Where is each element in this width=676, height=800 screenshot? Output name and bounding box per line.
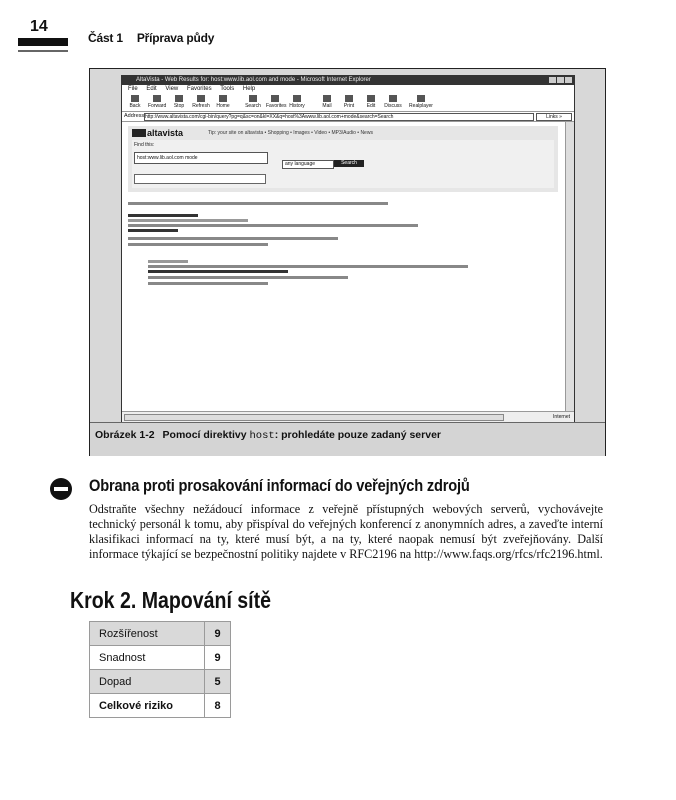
- menu-favorites: Favorites: [186, 86, 212, 92]
- breadcrumb-line: [128, 202, 388, 205]
- toolbar-discuss: [384, 95, 402, 109]
- chapter-label: Část 1: [88, 31, 123, 45]
- result-text-line: [128, 243, 268, 246]
- result-text-line: [128, 229, 178, 232]
- toolbar-mail: [318, 95, 336, 109]
- caption-text: Pomocí direktivy: [162, 429, 247, 441]
- table-row: [90, 670, 231, 694]
- realplayer-icon: [417, 95, 425, 102]
- result-count-line: [128, 214, 198, 217]
- refresh-icon: [197, 95, 205, 102]
- maximize-icon: [557, 77, 564, 83]
- toolbar-realplayer: [408, 95, 434, 109]
- risk-value: 9: [205, 622, 231, 646]
- links-button: Links »: [536, 113, 572, 121]
- toolbar-label: History: [289, 103, 305, 109]
- result-url-line: [148, 276, 348, 279]
- minimize-icon: [549, 77, 556, 83]
- countermeasure-icon: [50, 478, 72, 500]
- altavista-logo-text: altavista: [147, 128, 184, 138]
- edit-icon: [367, 95, 375, 102]
- menu-edit: Edit: [146, 86, 157, 92]
- toolbar-label: Stop: [173, 103, 185, 109]
- toolbar-edit: [362, 95, 380, 109]
- result-link-line: [128, 219, 248, 222]
- close-icon: [565, 77, 572, 83]
- table-row-total: [90, 694, 231, 718]
- toolbar-label: Favorites: [266, 103, 287, 109]
- menu-view: View: [165, 86, 179, 92]
- toolbar-search: [244, 95, 262, 109]
- search-icon: [249, 95, 257, 102]
- stop-icon: [175, 95, 183, 102]
- browser-addressbar: [122, 112, 574, 122]
- toolbar-label: Refresh: [192, 103, 210, 109]
- result-url-line: [128, 237, 338, 240]
- figure: [89, 68, 606, 456]
- altavista-search-box: [132, 140, 554, 188]
- history-icon: [293, 95, 301, 102]
- favorites-icon: [271, 95, 279, 102]
- back-icon: [131, 95, 139, 102]
- toolbar-history: [288, 95, 306, 109]
- caption-code: host: [249, 430, 275, 442]
- window-controls: [548, 77, 572, 85]
- risk-label: Celkové riziko: [90, 694, 205, 718]
- menu-help: Help: [242, 86, 256, 92]
- horizontal-scrollbar: [124, 414, 504, 421]
- forward-icon: [153, 95, 161, 102]
- header-rule-thin: [18, 50, 68, 52]
- note-title: Obrana proti prosakování informací do veřejných zdrojů: [89, 476, 470, 495]
- browser-titlebar: [122, 76, 574, 85]
- altavista-logo-icon: [132, 129, 146, 137]
- refine-input: [134, 174, 266, 184]
- search-button: Search: [334, 160, 364, 167]
- browser-statusbar: [122, 411, 574, 422]
- mail-icon: [323, 95, 331, 102]
- result-text-line: [148, 282, 268, 285]
- altavista-nav: Tip: your site on altavista • Shopping • Images • Video • MP3/Audio • News: [208, 130, 373, 136]
- toolbar-label: Realplayer: [409, 103, 433, 109]
- browser-menubar: [122, 85, 574, 93]
- section-heading: Krok 2. Mapování sítě: [70, 587, 271, 613]
- page-number: 14: [30, 18, 48, 35]
- risk-table: [89, 621, 231, 718]
- toolbar-label: Edit: [366, 103, 376, 109]
- address-field: http://www.altavista.com/cgi-bin/query?pg=q&sc=on&kl=XX&q=host%3Awww.lib.aol.com+mode&search=Search: [144, 113, 534, 121]
- print-icon: [345, 95, 353, 102]
- toolbar-label: Discuss: [384, 103, 402, 109]
- risk-label: Rozšířenost: [90, 622, 205, 646]
- header-rule: [18, 38, 68, 46]
- toolbar-back: [126, 95, 144, 109]
- toolbar-refresh: [192, 95, 210, 109]
- toolbar-print: [340, 95, 358, 109]
- toolbar-favorites: [266, 95, 287, 109]
- risk-label: Dopad: [90, 670, 205, 694]
- toolbar-label: Search: [245, 103, 261, 109]
- risk-label: Snadnost: [90, 646, 205, 670]
- toolbar-label: Back: [129, 103, 141, 109]
- chapter-title: Příprava půdy: [136, 31, 215, 45]
- vertical-scrollbar: [565, 122, 574, 412]
- altavista-logo: [132, 128, 183, 138]
- note-body: Odstraňte všechny nežádoucí informace z veřejně přístupných webových serverů, vychovávejte technický personál k tomu, aby přispíval do veřejných konferencí z anonymních adres, a zaveďte interní klasifikaci informací na ty, které musí být, a na ty, které naopak nemusí být zveřejňovány. Další informace týkající se bezpečnostní politiky najdete v RFC2196 na http://www.faqs.org/rfcs/rfc2196.html.: [89, 502, 603, 561]
- menu-file: File: [128, 86, 138, 92]
- result-text-line: [128, 224, 418, 227]
- result-text-line: [148, 265, 468, 268]
- address-label: Address: [124, 113, 145, 119]
- browser-toolbar: [122, 93, 574, 112]
- toolbar-home: [214, 95, 232, 109]
- result-link-line: [148, 260, 188, 263]
- table-row: [90, 622, 231, 646]
- toolbar-forward: [148, 95, 166, 109]
- toolbar-label: Print: [343, 103, 355, 109]
- caption-label: Obrázek 1-2: [95, 429, 155, 441]
- risk-value: 9: [205, 646, 231, 670]
- toolbar-label: Forward: [148, 103, 167, 109]
- search-input: host:www.lib.aol.com mode: [134, 152, 268, 164]
- home-icon: [219, 95, 227, 102]
- language-select: any language: [282, 160, 334, 169]
- browser-content: [122, 122, 566, 412]
- toolbar-label: Home: [216, 103, 230, 109]
- browser-screenshot: [121, 75, 575, 423]
- browser-window-title: AltaVista - Web Results for: host:www.lib.aol.com and mode - Microsoft Internet Explorer: [136, 77, 371, 83]
- menu-tools: Tools: [220, 86, 235, 92]
- toolbar-label: Mail: [322, 103, 332, 109]
- risk-value: 8: [205, 694, 231, 718]
- toolbar-stop: [170, 95, 188, 109]
- result-text-line: [148, 270, 288, 273]
- discuss-icon: [389, 95, 397, 102]
- figure-caption: [90, 422, 605, 456]
- status-zone: Internet: [553, 414, 570, 420]
- search-label: Find this:: [134, 142, 155, 148]
- altavista-header: [128, 126, 558, 192]
- table-row: [90, 646, 231, 670]
- running-head: [88, 31, 214, 45]
- risk-value: 5: [205, 670, 231, 694]
- caption-text-after: : prohledáte pouze zadaný server: [274, 429, 442, 441]
